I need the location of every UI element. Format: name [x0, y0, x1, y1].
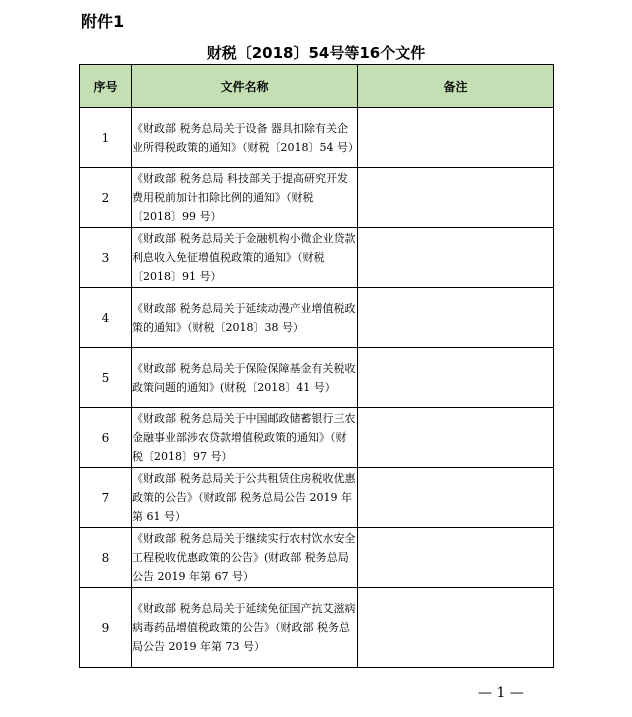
- header-name: 文件名称: [132, 65, 358, 108]
- table-row: [80, 588, 554, 668]
- document-title: 财税〔2018〕54号等16个文件: [206, 44, 426, 62]
- row-note: [358, 588, 554, 668]
- table-row: [80, 408, 554, 468]
- table-row: [80, 528, 554, 588]
- row-file-name: 《财政部 税务总局关于设备 器具扣除有关企业所得税政策的通知》（财税〔2018〕54 号）: [132, 108, 358, 168]
- page-number: — 1 —: [478, 685, 524, 701]
- row-num: 5: [80, 348, 132, 408]
- row-file-name: 《财政部 税务总局关于延续动漫产业增值税政策的通知》（财税〔2018〕38 号）: [132, 288, 358, 348]
- attachment-label: 附件1: [81, 12, 125, 31]
- header-num: 序号: [80, 65, 132, 108]
- row-num: 2: [80, 168, 132, 228]
- row-note: [358, 348, 554, 408]
- row-num: 3: [80, 228, 132, 288]
- row-file-name: 《财政部 税务总局关于中国邮政储蓄银行三农金融事业部涉农贷款增值税政策的通知》（财税〔2018〕97 号）: [132, 408, 358, 468]
- row-file-name: 《财政部 税务总局关于延续免征国产抗艾滋病病毒药品增值税政策的公告》（财政部 税务总局公告 2019 年第 73 号）: [132, 588, 358, 668]
- row-note: [358, 288, 554, 348]
- row-num: 4: [80, 288, 132, 348]
- table-row: [80, 228, 554, 288]
- header-note: 备注: [358, 65, 554, 108]
- row-num: 6: [80, 408, 132, 468]
- row-num: 9: [80, 588, 132, 668]
- row-num: 7: [80, 468, 132, 528]
- row-note: [358, 468, 554, 528]
- row-file-name: 《财政部 税务总局关于公共租赁住房税收优惠政策的公告》（财政部 税务总局公告 2019 年第 61 号）: [132, 468, 358, 528]
- row-file-name: 《财政部 税务总局关于继续实行农村饮水安全工程税收优惠政策的公告》(财政部 税务总局公告 2019 年第 67 号）: [132, 528, 358, 588]
- row-file-name: 《财政部 税务总局 科技部关于提高研究开发费用税前加计扣除比例的通知》（财税〔2018〕99 号）: [132, 168, 358, 228]
- row-num: 1: [80, 108, 132, 168]
- row-note: [358, 228, 554, 288]
- row-file-name: 《财政部 税务总局关于金融机构小微企业贷款利息收入免征增值税政策的通知》（财税〔2018〕91 号）: [132, 228, 358, 288]
- file-list-table: [79, 64, 554, 668]
- row-num: 8: [80, 528, 132, 588]
- row-note: [358, 528, 554, 588]
- table-row: [80, 168, 554, 228]
- row-file-name: 《财政部 税务总局关于保险保障基金有关税收政策问题的通知》(财税〔2018〕41 号）: [132, 348, 358, 408]
- row-note: [358, 108, 554, 168]
- table-row: [80, 468, 554, 528]
- table-row: [80, 288, 554, 348]
- table-row: [80, 348, 554, 408]
- row-note: [358, 168, 554, 228]
- table-row: [80, 108, 554, 168]
- row-note: [358, 408, 554, 468]
- table-header-row: [80, 65, 554, 108]
